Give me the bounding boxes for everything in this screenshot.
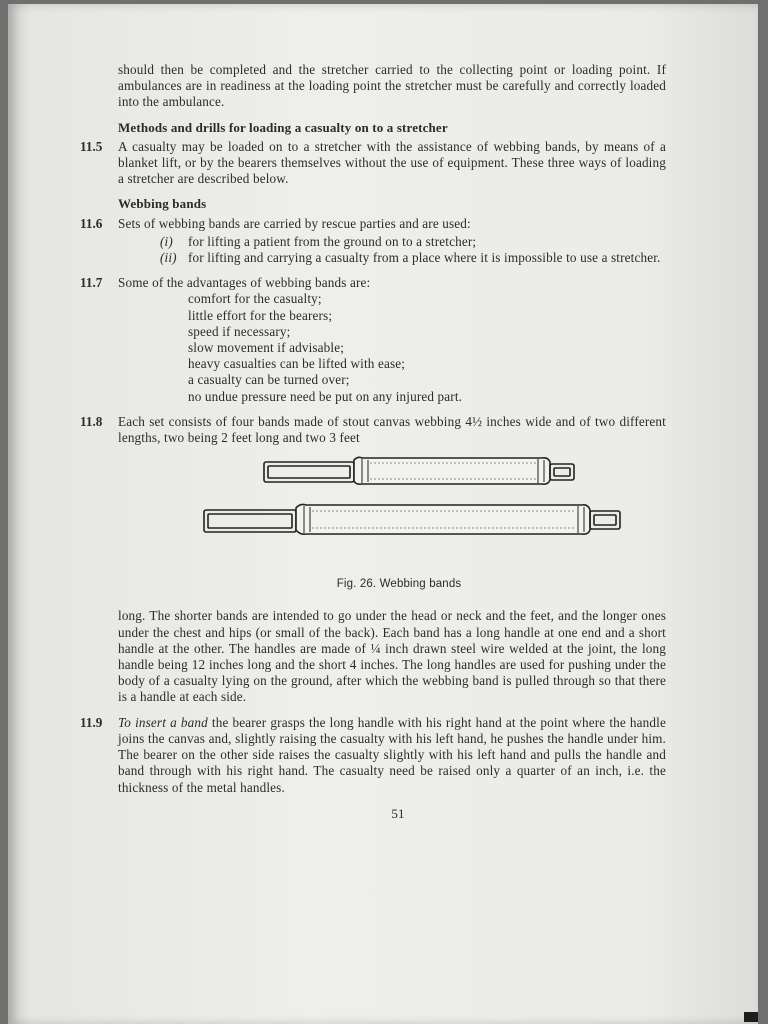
intro-paragraph: should then be completed and the stretcher carried to the collecting point or loading point. If ambulances are in readiness at the loading point the stretcher must be carefully and correctly loaded into the ambulance. (118, 62, 666, 110)
list-item: little effort for the bearers; (188, 307, 333, 323)
uses-list (118, 234, 666, 266)
short-band-drawing (264, 458, 574, 485)
page-edge-mark (744, 1012, 758, 1022)
paragraph-body: the bearer grasps the long handle with his right hand at the point where the handle joins the canvas and, slightly raising the casualty with his left hand, he pushes the handle under him. The bearer on the other side raises the casualty slightly with his left hand and pulls the handle and band through with his right hand. The casualty need be raised only a quarter of an inch, i.e. the thickness of the metal handles. (118, 714, 666, 795)
page-content (80, 62, 666, 822)
paragraph-11-9 (80, 714, 666, 796)
list-item-text: for lifting and carrying a casualty from a place where it is impossible to use a stretcher. (188, 250, 661, 266)
long-band-drawing (204, 505, 620, 535)
heading-methods: Methods and drills for loading a casualty on to a stretcher (118, 119, 448, 135)
paragraph-number: 11.7 (80, 275, 103, 291)
webbing-bands-illustration (118, 454, 666, 572)
paragraph-text: A casualty may be loaded on to a stretcher with the assistance of webbing bands, by means of a blanket lift, or by the bearers themselves without the use of equipment. These three ways of loading a stretcher are described below. (118, 138, 666, 187)
paragraph-11-8-continued: long. The shorter bands are intended to go under the head or neck and the feet, and the longer ones under the chest and hips (or small of the back). Each band has a long handle at one end and a short handle at the other. The handles are made of ¼ inch drawn steel wire welded at the joint, the long handle being 12 inches long and the short 4 inches. The long handles are used for pushing under the body of a casualty lying on the ground, after which the webbing band is pulled through so that there is a handle at each side. (118, 608, 666, 705)
paragraph-number: 11.6 (80, 215, 103, 231)
paragraph-number: 11.9 (80, 714, 103, 730)
paragraph-11-7 (80, 275, 666, 405)
paragraph-text (118, 715, 666, 796)
paragraph-11-5 (80, 138, 666, 188)
paragraph-text: Sets of webbing bands are carried by rescue parties and are used: (118, 215, 471, 231)
list-item: slow movement if advisable; (188, 340, 345, 356)
document-page (8, 4, 758, 1024)
paragraph-text: Some of the advantages of webbing bands are: (118, 275, 371, 291)
webbing-bands-figure (118, 454, 666, 572)
advantages-list (118, 291, 666, 404)
list-item (118, 234, 666, 250)
list-item: speed if necessary; (188, 323, 291, 339)
paragraph-number: 11.5 (80, 138, 103, 154)
list-item: a casualty can be turned over; (188, 372, 350, 388)
paragraph-11-8 (80, 413, 666, 446)
heading-webbing-bands: Webbing bands (118, 196, 207, 212)
list-item: comfort for the casualty; (188, 291, 322, 307)
page-number: 51 (391, 805, 405, 821)
paragraph-text: Each set consists of four bands made of stout canvas webbing 4½ inches wide and of two different lengths, two being 2 feet long and two 3 feet (118, 413, 666, 446)
paragraph-11-6 (80, 215, 666, 267)
italic-lead: To insert a band (118, 714, 208, 730)
list-numeral: (ii) (160, 250, 177, 266)
list-item: no undue pressure need be put on any injured part. (188, 388, 463, 404)
list-item: heavy casualties can be lifted with ease; (188, 356, 406, 372)
list-numeral: (i) (160, 233, 173, 249)
paragraph-number: 11.8 (80, 413, 103, 429)
list-item (118, 250, 666, 266)
figure-caption: Fig. 26. Webbing bands (336, 578, 462, 591)
list-item-text: for lifting a patient from the ground on to a stretcher; (188, 233, 477, 249)
